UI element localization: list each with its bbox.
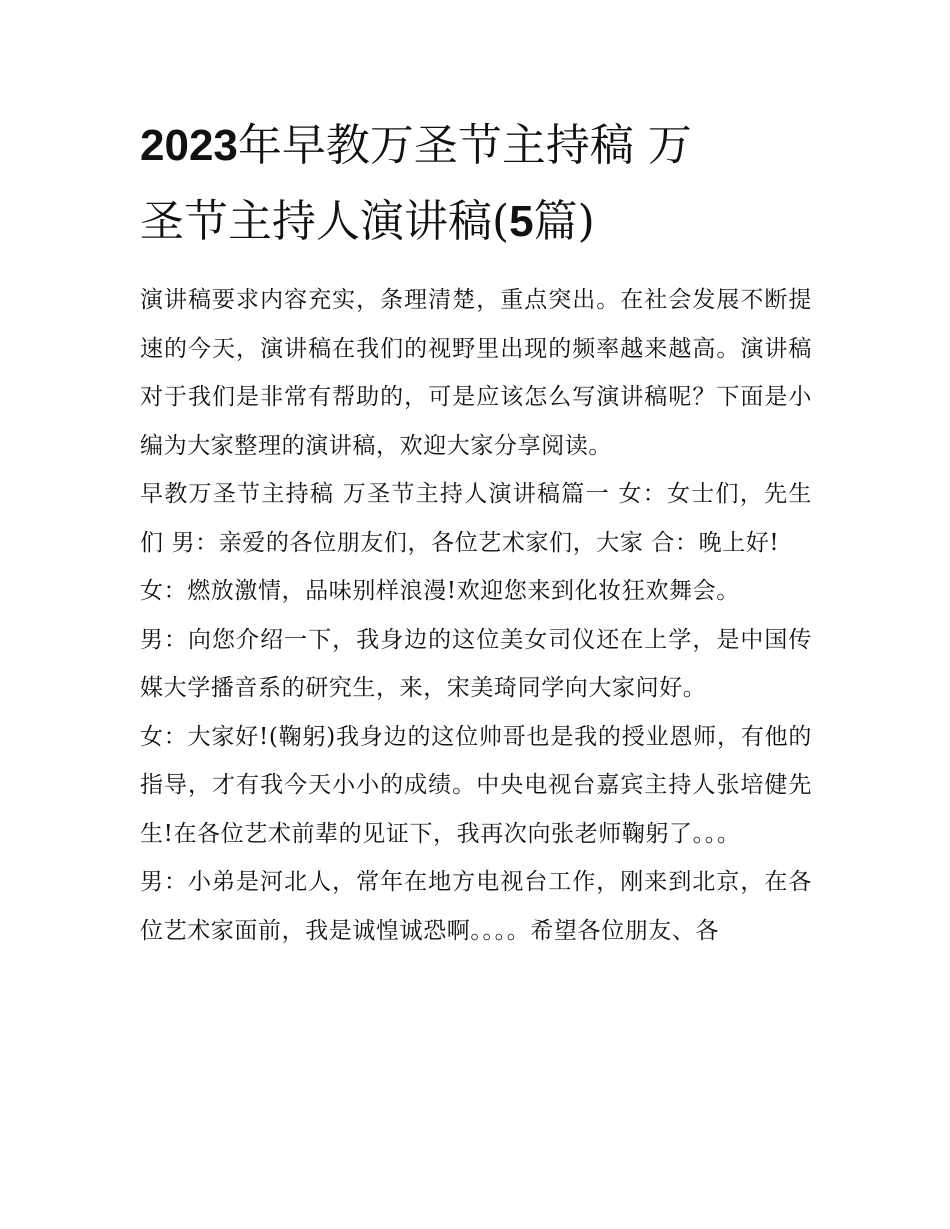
document-title [140, 108, 812, 260]
title-line-2-end: 篇) [533, 196, 595, 247]
paragraph-dialogue: 女：燃放激情，品味别样浪漫!欢迎您来到化妆狂欢舞会。 [140, 578, 740, 604]
paragraph-opening: 早教万圣节主持稿 万圣节主持人演讲稿篇一 女：女士们，先生们 男：亲爱的各位朋友们，各位艺术家们，大家 合：晚上好! [140, 481, 812, 556]
document-page [140, 108, 812, 955]
title-line-1-text: 年早教万圣节主持稿 万 [237, 120, 692, 171]
title-line-2-text: 圣节主持人演讲稿( [140, 196, 510, 247]
title-line-2 [140, 184, 812, 260]
title-line-1 [140, 108, 812, 184]
paragraph-intro: 演讲稿要求内容充实，条理清楚，重点突出。在社会发展不断提速的今天，演讲稿在我们的视野里出现的频率越来越高。演讲稿对于我们是非常有帮助的，可是应该怎么写演讲稿呢？下面是小编为大家整理的演讲稿，欢迎大家分享阅读。 [140, 287, 812, 459]
document-body [140, 276, 812, 955]
title-year: 2023 [140, 121, 238, 170]
paragraph-dialogue: 男：向您介绍一下，我身边的这位美女司仪还在上学，是中国传媒大学播音系的研究生，来，宋美琦同学向大家问好。 [140, 626, 812, 701]
paragraph-dialogue: 男：小弟是河北人，常年在地方电视台工作，刚来到北京，在各位艺术家面前，我是诚惶诚恐啊。。。。希望各位朋友、各 [140, 869, 812, 944]
paragraph-dialogue: 女：大家好!(鞠躬)我身边的这位帅哥也是我的授业恩师，有他的指导，才有我今天小小的成绩。中央电视台嘉宾主持人张培健先生!在各位艺术前辈的见证下，我再次向张老师鞠躬了。。。 [140, 723, 812, 847]
title-count: 5 [509, 197, 534, 246]
